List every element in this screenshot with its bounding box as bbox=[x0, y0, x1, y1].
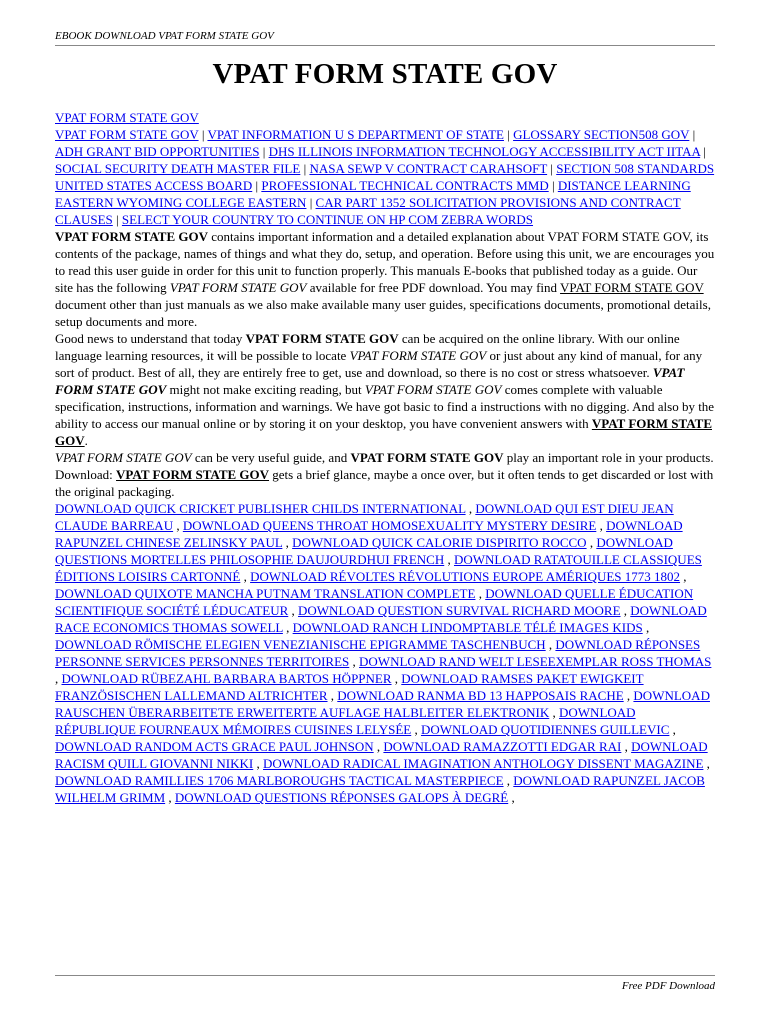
link-separator: | bbox=[262, 144, 266, 159]
list-separator: , bbox=[285, 535, 289, 550]
download-links bbox=[55, 500, 715, 806]
para2-text6: . bbox=[84, 433, 88, 448]
para2-italic-title-2: VPAT FORM STATE GOV bbox=[364, 382, 502, 397]
list-separator: , bbox=[176, 518, 180, 533]
list-separator: , bbox=[478, 586, 482, 601]
link-separator: | bbox=[507, 127, 510, 142]
para1-text1: contains important information and a detailed explanation about VPAT FORM STATE GOV, its contents of the package, names of things and what they do, setup, and operation. Before using this unit, we are encourages you to read this user guide in order for this unit to function properly. This manuals E-books that published today as a guide. Our site has the following bbox=[55, 229, 715, 295]
download-link[interactable]: DOWNLOAD RAPUNZEL CHINESE ZELINSKY PAUL bbox=[55, 518, 683, 550]
useful-guide-paragraph bbox=[55, 449, 715, 500]
list-separator: , bbox=[447, 552, 451, 567]
download-link[interactable]: DOWNLOAD RÖMISCHE ELEGIEN VENEZIANISCHE EPIGRAMME TASCHENBUCH bbox=[55, 637, 546, 652]
download-link[interactable]: DOWNLOAD QUELLE ÉDUCATION SCIENTIFIQUE SOCIÉTÉ LÉDUCATEUR bbox=[55, 586, 694, 618]
list-separator: , bbox=[55, 671, 59, 686]
related-link[interactable]: VPAT FORM STATE GOV bbox=[55, 127, 199, 142]
download-link[interactable]: DOWNLOAD QUICK CRICKET PUBLISHER CHILDS INTERNATIONAL bbox=[55, 501, 466, 516]
related-link[interactable]: GLOSSARY SECTION508 GOV bbox=[513, 127, 690, 142]
para1-bold-title: VPAT FORM STATE GOV bbox=[55, 229, 208, 244]
download-link[interactable]: DOWNLOAD RAUSCHEN ÜBERARBEITETE ERWEITERTE AUFLAGE HALBLEITER ELEKTRONIK bbox=[55, 688, 710, 720]
list-separator: , bbox=[506, 773, 511, 788]
link-separator: | bbox=[201, 127, 205, 142]
list-separator: , bbox=[548, 637, 553, 652]
related-link[interactable]: SOCIAL SECURITY DEATH MASTER FILE bbox=[55, 161, 301, 176]
list-separator: , bbox=[624, 739, 628, 754]
main-link[interactable]: VPAT FORM STATE GOV bbox=[55, 110, 199, 125]
para3-text3: gets a brief glance, maybe a once over, but it often tends to get discarded or lost with the original packaging. bbox=[55, 467, 714, 499]
list-separator: , bbox=[168, 790, 172, 805]
list-separator: , bbox=[243, 569, 247, 584]
para2-text4: might not make exciting reading, but bbox=[166, 382, 365, 397]
list-separator: , bbox=[330, 688, 335, 703]
link-separator: | bbox=[550, 161, 553, 176]
main-link-line bbox=[55, 109, 715, 126]
download-link[interactable]: DOWNLOAD RAMILLIES 1706 MARLBOROUGHS TACTICAL MASTERPIECE bbox=[55, 773, 504, 788]
link-separator: | bbox=[703, 144, 707, 159]
link-separator: | bbox=[309, 195, 313, 210]
para3-bold-title: VPAT FORM STATE GOV bbox=[350, 450, 504, 465]
related-link[interactable]: NASA SEWP V CONTRACT CARAHSOFT bbox=[309, 161, 548, 176]
list-separator: , bbox=[672, 722, 676, 737]
list-separator: , bbox=[552, 705, 556, 720]
list-separator: , bbox=[376, 739, 381, 754]
para1-text3: document other than just manuals as we also make available many user guides, specifications documents, promotional details, setup documents and more. bbox=[55, 297, 711, 329]
para1-italic-title: VPAT FORM STATE GOV bbox=[169, 280, 307, 295]
para2-text3: or just about any kind of manual, for any sort of product. Best of all, they are entirely free to get, use and download, so there is no cost or stress whatsoever. bbox=[55, 348, 703, 380]
list-separator: , bbox=[706, 756, 710, 771]
download-link[interactable]: DOWNLOAD QUI EST DIEU JEAN CLAUDE BARREAU bbox=[55, 501, 674, 533]
list-separator: , bbox=[468, 501, 473, 516]
related-link[interactable]: SECTION 508 STANDARDS UNITED STATES ACCESS BOARD bbox=[55, 161, 715, 193]
download-link[interactable]: DOWNLOAD RÜBEZAHL BARBARA BARTOS HÖPPNER bbox=[61, 671, 392, 686]
link-separator: | bbox=[692, 127, 696, 142]
list-separator: , bbox=[511, 790, 515, 805]
related-links bbox=[55, 126, 715, 228]
download-link[interactable]: DOWNLOAD RANMA BD 13 HAPPOSAIS RACHE bbox=[337, 688, 624, 703]
list-separator: , bbox=[683, 569, 687, 584]
download-link[interactable]: DOWNLOAD QUIXOTE MANCHA PUTNAM TRANSLATION COMPLETE bbox=[55, 586, 476, 601]
download-link[interactable]: DOWNLOAD RÉPUBLIQUE FOURNEAUX MÉMOIRES CUISINES LELYSÉE bbox=[55, 705, 636, 737]
download-link[interactable]: DOWNLOAD RAMSES PAKET EWIGKEIT FRANZÖSISCHEN LALLEMAND ALTRICHTER bbox=[55, 671, 644, 703]
download-link[interactable]: DOWNLOAD RAMAZZOTTI EDGAR RAI bbox=[383, 739, 622, 754]
list-separator: , bbox=[291, 603, 295, 618]
para2-text5: comes complete with valuable specification, instructions, information and warnings. We have got basic to find a instructions with no digging. And also by the ability to access our manual online or by storing it on your desktop, you have convenient answers with bbox=[55, 382, 715, 431]
para3-bold-underline-title: VPAT FORM STATE GOV bbox=[116, 467, 270, 482]
related-link[interactable]: SELECT YOUR COUNTRY TO CONTINUE ON HP COM ZEBRA WORDS bbox=[121, 212, 534, 227]
download-link[interactable]: DOWNLOAD QUICK CALORIE DISPIRITO ROCCO bbox=[292, 535, 587, 550]
related-link[interactable]: ADH GRANT BID OPPORTUNITIES bbox=[55, 144, 260, 159]
header-divider bbox=[55, 45, 715, 46]
link-separator: | bbox=[116, 212, 119, 227]
related-link[interactable]: PROFESSIONAL TECHNICAL CONTRACTS MMD bbox=[261, 178, 549, 193]
download-link[interactable]: DOWNLOAD RATATOUILLE CLASSIQUES ÉDITIONS LOISIRS CARTONNÉ bbox=[55, 552, 702, 584]
para2-italic-title: VPAT FORM STATE GOV bbox=[349, 348, 487, 363]
related-link[interactable]: CAR PART 1352 SOLICITATION PROVISIONS AND CONTRACT CLAUSES bbox=[55, 195, 681, 227]
download-link[interactable]: DOWNLOAD RACE ECONOMICS THOMAS SOWELL bbox=[55, 603, 707, 635]
download-link[interactable]: DOWNLOAD RAPUNZEL JACOB WILHELM GRIMM bbox=[55, 773, 705, 805]
para3-text1: can be very useful guide, and bbox=[191, 450, 351, 465]
para3-italic-title: VPAT FORM STATE GOV bbox=[55, 450, 192, 465]
page-footer: Free PDF Download bbox=[621, 980, 715, 992]
page-title: VPAT FORM STATE GOV bbox=[212, 58, 558, 90]
para1-underline-title: VPAT FORM STATE GOV bbox=[560, 280, 704, 295]
list-separator: , bbox=[623, 603, 628, 618]
good-news-paragraph bbox=[55, 330, 715, 449]
para2-bold-title: VPAT FORM STATE GOV bbox=[245, 331, 399, 346]
list-separator: , bbox=[645, 620, 650, 635]
para2-bold-underline-title: VPAT FORM STATE GOV bbox=[55, 416, 712, 448]
para2-bold-italic-title: VPAT FORM STATE GOV bbox=[55, 365, 685, 397]
list-separator: , bbox=[256, 756, 260, 771]
list-separator: , bbox=[352, 654, 356, 669]
page-header: EBOOK DOWNLOAD VPAT FORM STATE GOV bbox=[55, 30, 274, 42]
footer-divider bbox=[55, 975, 715, 976]
content-area bbox=[55, 109, 715, 806]
list-separator: , bbox=[589, 535, 594, 550]
download-link[interactable]: DOWNLOAD QUESTIONS RÉPONSES GALOPS À DEGRÉ bbox=[174, 790, 509, 805]
download-link[interactable]: DOWNLOAD QUESTION SURVIVAL RICHARD MOORE bbox=[298, 603, 621, 618]
list-separator: , bbox=[626, 688, 631, 703]
download-link[interactable]: DOWNLOAD QUOTIDIENNES GUILLEVIC bbox=[420, 722, 670, 737]
download-link[interactable]: DOWNLOAD RAND WELT LESEEXEMPLAR ROSS THOMAS bbox=[359, 654, 712, 669]
download-link[interactable]: DOWNLOAD RANCH LINDOMPTABLE TÉLÉ IMAGES KIDS bbox=[292, 620, 643, 635]
download-link[interactable]: DOWNLOAD RADICAL IMAGINATION ANTHOLOGY DISSENT MAGAZINE bbox=[263, 756, 704, 771]
related-link[interactable]: VPAT INFORMATION U S DEPARTMENT OF STATE bbox=[207, 127, 504, 142]
para2-text2: can be acquired on the online library. With our online language learning resources, it will be possible to locate bbox=[55, 331, 680, 363]
para3-text2: play an important role in your products. Download: bbox=[55, 450, 714, 482]
download-link[interactable]: DOWNLOAD RÉVOLTES RÉVOLUTIONS EUROPE AMÉRIQUES 1773 1802 bbox=[250, 569, 681, 584]
download-link[interactable]: DOWNLOAD RACISM QUILL GIOVANNI NIKKI bbox=[55, 739, 708, 771]
para2-text1: Good news to understand that today bbox=[55, 331, 246, 346]
list-separator: , bbox=[599, 518, 603, 533]
link-separator: | bbox=[303, 161, 307, 176]
download-link[interactable]: DOWNLOAD RÉPONSES PERSONNE SERVICES PERSONNES TERRITOIRES bbox=[55, 637, 701, 669]
list-separator: , bbox=[414, 722, 418, 737]
download-link[interactable]: DOWNLOAD RANDOM ACTS GRACE PAUL JOHNSON bbox=[55, 739, 374, 754]
related-link[interactable]: DISTANCE LEARNING EASTERN WYOMING COLLEGE EASTERN bbox=[55, 178, 691, 210]
list-separator: , bbox=[286, 620, 290, 635]
link-separator: | bbox=[255, 178, 259, 193]
related-link[interactable]: DHS ILLINOIS INFORMATION TECHNOLOGY ACCESSIBILITY ACT IITAA bbox=[268, 144, 701, 159]
list-separator: , bbox=[394, 671, 399, 686]
intro-paragraph bbox=[55, 228, 715, 330]
link-separator: | bbox=[551, 178, 555, 193]
para1-text2: available for free PDF download. You may find bbox=[306, 280, 561, 295]
download-link[interactable]: DOWNLOAD QUESTIONS MORTELLES PHILOSOPHIE DAUJOURDHUI FRENCH bbox=[55, 535, 673, 567]
download-link[interactable]: DOWNLOAD QUEENS THROAT HOMOSEXUALITY MYSTERY DESIRE bbox=[182, 518, 597, 533]
